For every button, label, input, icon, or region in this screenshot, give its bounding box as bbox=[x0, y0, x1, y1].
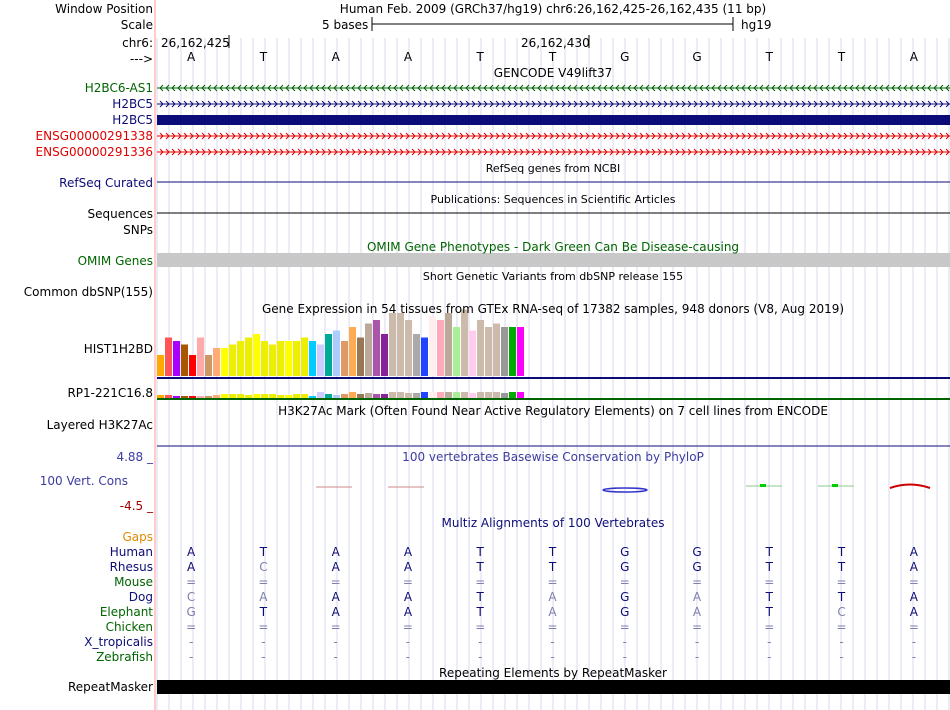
alignment-base: - bbox=[694, 650, 700, 664]
alignment-base: = bbox=[764, 575, 775, 589]
alignment-base: = bbox=[692, 575, 703, 589]
base-letter: T bbox=[765, 50, 773, 64]
alignment-base: = bbox=[908, 575, 919, 589]
repeat-label[interactable]: RepeatMasker bbox=[67, 680, 153, 694]
species-label[interactable]: Rhesus bbox=[109, 560, 153, 574]
multiz-title[interactable]: Multiz Alignments of 100 Vertebrates bbox=[441, 516, 665, 530]
gencode-item-ensg291338[interactable]: ENSG00000291338 bbox=[35, 129, 153, 143]
alignment-base: A bbox=[259, 590, 268, 604]
gencode-item-h2bc5-a[interactable]: H2BC5 bbox=[112, 97, 153, 111]
species-label[interactable]: Chicken bbox=[105, 620, 153, 634]
refseq-label[interactable]: RefSeq Curated bbox=[59, 176, 153, 190]
alignment-base: A bbox=[187, 545, 196, 559]
base-letter: T bbox=[837, 50, 846, 64]
alignment-base: = bbox=[186, 575, 197, 589]
alignment-base: A bbox=[692, 605, 702, 619]
gtex-gene2-label[interactable]: RP1-221C16.8 bbox=[67, 386, 153, 400]
snps-label[interactable]: SNPs bbox=[123, 223, 153, 237]
alignment-base: - bbox=[333, 650, 338, 664]
alignment-base: - bbox=[839, 635, 844, 649]
alignment-base: T bbox=[476, 545, 484, 559]
alignment-base: T bbox=[476, 560, 484, 574]
dbsnp-label[interactable]: Common dbSNP(155) bbox=[23, 285, 153, 299]
alignment-base: = bbox=[547, 620, 558, 634]
alignment-base: A bbox=[403, 545, 413, 559]
alignment-base: A bbox=[909, 590, 918, 604]
alignment-base: G bbox=[692, 560, 702, 574]
alignment-base: = bbox=[330, 575, 341, 589]
alignment-base: - bbox=[188, 650, 194, 664]
alignment-base: - bbox=[550, 635, 555, 649]
alignment-base: G bbox=[620, 560, 630, 574]
alignment-base: = bbox=[619, 575, 630, 589]
species-label[interactable]: Zebrafish bbox=[96, 650, 153, 664]
chrom-label: chr6: bbox=[122, 36, 153, 50]
omim-label[interactable]: OMIM Genes bbox=[77, 254, 153, 268]
dbsnp-title[interactable]: Short Genetic Variants from dbSNP release 155 bbox=[422, 270, 684, 283]
alignment-base: - bbox=[405, 650, 411, 664]
alignment-base: = bbox=[836, 620, 847, 634]
alignment-base: - bbox=[839, 650, 844, 664]
species-label[interactable]: Human bbox=[109, 545, 153, 559]
scale-label: Scale bbox=[120, 18, 153, 32]
phylop-min: -4.5 _ bbox=[119, 499, 153, 513]
alignment-base: = bbox=[402, 575, 413, 589]
alignment-base: A bbox=[331, 545, 340, 559]
alignment-base: T bbox=[765, 590, 773, 604]
alignment-base: - bbox=[622, 650, 627, 664]
position-start: 26,162,425 bbox=[161, 36, 230, 50]
alignment-base: - bbox=[550, 650, 555, 664]
species-label[interactable]: Mouse bbox=[114, 575, 153, 589]
alignment-base: - bbox=[622, 635, 627, 649]
alignment-base: = bbox=[258, 620, 269, 634]
alignment-base: = bbox=[836, 575, 847, 589]
phylop-label[interactable]: 100 Vert. Cons bbox=[39, 474, 128, 488]
window-position-label: Window Position bbox=[55, 2, 153, 16]
h3k27-title[interactable]: H3K27Ac Mark (Often Found Near Active Regulatory Elements) on 7 cell lines from ENCODE bbox=[278, 404, 828, 418]
alignment-base: - bbox=[478, 635, 483, 649]
alignment-base: = bbox=[475, 620, 486, 634]
alignment-base: G bbox=[620, 590, 630, 604]
alignment-base: A bbox=[403, 560, 413, 574]
repeat-title[interactable]: Repeating Elements by RepeatMasker bbox=[439, 666, 667, 680]
alignment-base: T bbox=[259, 605, 268, 619]
alignment-base: - bbox=[694, 635, 700, 649]
alignment-base: A bbox=[331, 605, 340, 619]
refseq-title[interactable]: RefSeq genes from NCBI bbox=[485, 162, 621, 175]
alignment-base: A bbox=[909, 545, 918, 559]
alignment-base: G bbox=[186, 605, 196, 619]
species-label[interactable]: Dog bbox=[128, 590, 153, 604]
gencode-item-ensg291336[interactable]: ENSG00000291336 bbox=[35, 145, 153, 159]
alignment-base: A bbox=[187, 560, 196, 574]
alignment-base: T bbox=[837, 560, 846, 574]
alignment-base: G bbox=[692, 545, 702, 559]
alignment-base: A bbox=[909, 560, 918, 574]
phylop-max: 4.88 _ bbox=[116, 450, 153, 464]
alignment-base: G bbox=[620, 545, 630, 559]
alignment-base: T bbox=[765, 560, 773, 574]
alignment-base: = bbox=[764, 620, 775, 634]
species-label[interactable]: X_tropicalis bbox=[84, 635, 153, 649]
db-label: hg19 bbox=[741, 18, 772, 32]
alignment-base: - bbox=[911, 650, 917, 664]
alignment-base: A bbox=[403, 590, 413, 604]
position-mid: 26,162,430 bbox=[521, 36, 590, 50]
alignment-base: = bbox=[475, 575, 486, 589]
alignment-base: - bbox=[188, 635, 194, 649]
alignment-base: = bbox=[330, 620, 341, 634]
alignment-base: T bbox=[548, 560, 557, 574]
sequences-label[interactable]: Sequences bbox=[87, 207, 153, 221]
alignment-base: A bbox=[909, 605, 918, 619]
alignment-base: A bbox=[331, 590, 340, 604]
alignment-base: T bbox=[259, 545, 268, 559]
alignment-base: T bbox=[476, 605, 484, 619]
base-letter: T bbox=[548, 50, 557, 64]
base-letter: G bbox=[692, 50, 702, 64]
species-label[interactable]: Elephant bbox=[99, 605, 153, 619]
pubs-title[interactable]: Publications: Sequences in Scientific Articles bbox=[430, 193, 676, 206]
alignment-base: = bbox=[547, 575, 558, 589]
alignment-base: G bbox=[620, 605, 630, 619]
alignment-base: - bbox=[478, 650, 483, 664]
scale-text: 5 bases bbox=[322, 18, 369, 32]
alignment-base: A bbox=[403, 605, 413, 619]
alignment-base: C bbox=[837, 605, 846, 619]
phylop-title[interactable]: 100 vertebrates Basewise Conservation by PhyloP bbox=[402, 450, 704, 464]
gtex-gene1-label[interactable]: HIST1H2BD bbox=[83, 342, 153, 356]
alignment-base: A bbox=[548, 590, 557, 604]
alignment-base: - bbox=[261, 650, 266, 664]
assembly-position: Human Feb. 2009 (GRCh37/hg19) chr6:26,162,425-26,162,435 (11 bp) bbox=[339, 2, 767, 16]
gaps-label[interactable]: Gaps bbox=[122, 530, 153, 544]
alignment-base: = bbox=[258, 575, 269, 589]
alignment-base: - bbox=[767, 635, 772, 649]
base-letter: A bbox=[187, 50, 196, 64]
alignment-base: - bbox=[767, 650, 772, 664]
base-letter: G bbox=[620, 50, 630, 64]
alignment-base: T bbox=[765, 605, 773, 619]
alignment-base: T bbox=[765, 545, 773, 559]
alignment-base: T bbox=[476, 590, 484, 604]
gtex-title[interactable]: Gene Expression in 54 tissues from GTEx RNA-seq of 17382 samples, 948 donors (V8, Aug 2019) bbox=[261, 302, 845, 316]
alignment-base: = bbox=[402, 620, 413, 634]
alignment-base: - bbox=[405, 635, 411, 649]
omim-title[interactable]: OMIM Gene Phenotypes - Dark Green Can Be Disease-causing bbox=[366, 240, 740, 254]
alignment-base: T bbox=[837, 590, 846, 604]
alignment-base: T bbox=[548, 545, 557, 559]
alignment-base: T bbox=[837, 545, 846, 559]
alignment-base: = bbox=[908, 620, 919, 634]
gencode-title[interactable]: GENCODE V49lift37 bbox=[493, 66, 613, 80]
alignment-base: - bbox=[261, 635, 266, 649]
base-letter: A bbox=[909, 50, 918, 64]
alignment-base: A bbox=[692, 590, 702, 604]
alignment-base: = bbox=[619, 620, 630, 634]
alignment-base: = bbox=[692, 620, 703, 634]
gencode-item-h2bc6-as1[interactable]: H2BC6-AS1 bbox=[84, 81, 153, 95]
base-letter: A bbox=[403, 50, 413, 64]
strand-label: ---> bbox=[129, 52, 153, 66]
base-letter: T bbox=[259, 50, 268, 64]
alignment-base: - bbox=[911, 635, 917, 649]
base-letter: T bbox=[476, 50, 484, 64]
alignment-base: C bbox=[259, 560, 268, 574]
gencode-item-h2bc5-b[interactable]: H2BC5 bbox=[112, 113, 153, 127]
alignment-base: A bbox=[548, 605, 557, 619]
alignment-base: A bbox=[331, 560, 340, 574]
alignment-base: C bbox=[186, 590, 196, 604]
base-letter: A bbox=[331, 50, 340, 64]
alignment-base: - bbox=[333, 635, 338, 649]
h3k27-label[interactable]: Layered H3K27Ac bbox=[46, 418, 153, 432]
alignment-base: = bbox=[186, 620, 197, 634]
